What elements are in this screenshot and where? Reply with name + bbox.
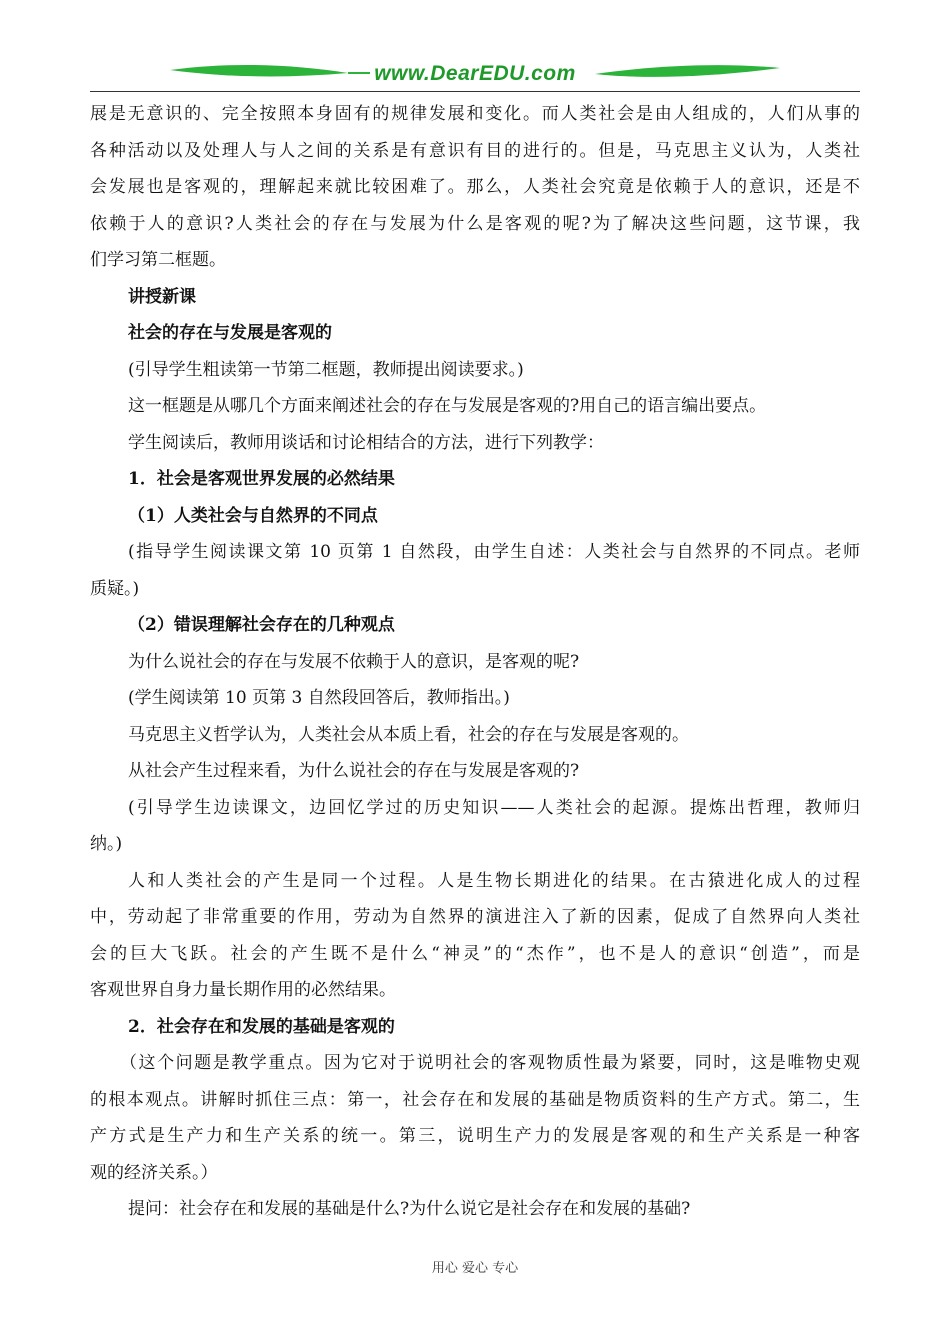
paragraph bbox=[90, 534, 860, 607]
paragraph bbox=[90, 753, 860, 790]
paragraph bbox=[90, 1045, 860, 1191]
paragraph bbox=[90, 388, 860, 425]
section-heading bbox=[90, 279, 860, 316]
text-line: 1．社会是客观世界发展的必然结果 bbox=[128, 469, 395, 489]
text-line: 讲授新课 bbox=[128, 286, 196, 307]
text-line: （1）人类社会与自然界的不同点 bbox=[128, 505, 378, 526]
section-heading bbox=[90, 498, 860, 535]
page-header bbox=[90, 56, 860, 92]
text-line: 依赖于人的意识?人类社会的存在与发展为什么是客观的呢?为了解决这些问题，这节课，我 bbox=[90, 213, 860, 234]
section-heading bbox=[90, 461, 860, 498]
text-line: (引导学生粗读第一节第二框题，教师提出阅读要求。) bbox=[128, 359, 524, 380]
text-line: (指导学生阅读课文第 10 页第 1 自然段，由学生自述：人类社会与自然界的不同点。老师 bbox=[128, 542, 860, 562]
text-line: 马克思主义哲学认为，人类社会从本质上看，社会的存在与发展是客观的。 bbox=[128, 724, 689, 745]
paragraph bbox=[90, 96, 860, 279]
text-line: 们学习第二框题。 bbox=[90, 250, 226, 270]
section-heading bbox=[90, 607, 860, 644]
text-line: 质疑。) bbox=[90, 578, 140, 599]
section-heading bbox=[90, 315, 860, 352]
paragraph bbox=[90, 790, 860, 863]
text-line: 学生阅读后，教师用谈话和讨论相结合的方法，进行下列教学： bbox=[128, 432, 604, 453]
text-line: 客观世界自身力量长期作用的必然结果。 bbox=[90, 980, 396, 1000]
text-line: 会发展也是客观的，理解起来就比较困难了。那么，人类社会究竟是依赖于人的意识，还是不 bbox=[90, 177, 860, 197]
section-heading bbox=[90, 1009, 860, 1046]
text-line: （这个问题是教学重点。因为它对于说明社会的客观物质性最为紧要，同时，这是唯物史观 bbox=[120, 1053, 860, 1073]
text-line: 人和人类社会的产生是同一个过程。人是生物长期进化的结果。在古猿进化成人的过程 bbox=[128, 870, 860, 891]
document-body bbox=[90, 96, 860, 1228]
text-line: 中，劳动起了非常重要的作用，劳动为自然界的演进注入了新的因素，促成了自然界向人类社 bbox=[90, 907, 860, 927]
text-line: （2）错误理解社会存在的几种观点 bbox=[128, 615, 395, 635]
text-line: (学生阅读第 10 页第 3 自然段回答后，教师指出。) bbox=[128, 688, 510, 708]
text-line: 社会的存在与发展是客观的 bbox=[128, 323, 332, 343]
text-line: 的根本观点。讲解时抓住三点：第一，社会存在和发展的基础是物质资料的生产方式。第二，生 bbox=[90, 1089, 860, 1110]
text-line: 2．社会存在和发展的基础是客观的 bbox=[128, 1016, 395, 1037]
paragraph bbox=[90, 1191, 860, 1228]
text-line: 产方式是生产力和生产关系的统一。第三，说明生产力的发展是客观的和生产关系是一种客 bbox=[90, 1126, 860, 1146]
paragraph bbox=[90, 717, 860, 754]
text-line: 会的巨大飞跃。社会的产生既不是什么“神灵”的“杰作”，也不是人的意识“创造”，而是 bbox=[90, 943, 860, 964]
paragraph bbox=[90, 680, 860, 717]
text-line: 纳。) bbox=[90, 834, 123, 854]
text-line: 各种活动以及处理人与人之间的关系是有意识有目的进行的。但是，马克思主义认为，人类社 bbox=[90, 140, 860, 161]
text-line: 为什么说社会的存在与发展不依赖于人的意识，是客观的呢? bbox=[128, 651, 580, 672]
page-footer: 用心 爱心 专心 bbox=[431, 1261, 519, 1276]
paragraph bbox=[90, 863, 860, 1009]
text-line: (引导学生边读课文，边回忆学过的历史知识——人类社会的起源。提炼出哲理，教师归 bbox=[128, 797, 860, 818]
paragraph bbox=[90, 425, 860, 462]
text-line: 展是无意识的、完全按照本身固有的规律发展和变化。而人类社会是由人组成的，人们从事的 bbox=[90, 104, 860, 124]
paragraph bbox=[90, 352, 860, 389]
header-site-name: www.DearEDU.com bbox=[374, 62, 576, 85]
text-line: 观的经济关系。） bbox=[90, 1162, 218, 1183]
text-line: 提问：社会存在和发展的基础是什么?为什么说它是社会存在和发展的基础? bbox=[128, 1199, 691, 1219]
text-line: 这一框题是从哪几个方面来阐述社会的存在与发展是客观的?用自己的语言编出要点。 bbox=[128, 396, 767, 416]
header-divider bbox=[90, 91, 860, 92]
text-line: 从社会产生过程来看，为什么说社会的存在与发展是客观的? bbox=[128, 761, 580, 781]
paragraph bbox=[90, 644, 860, 681]
